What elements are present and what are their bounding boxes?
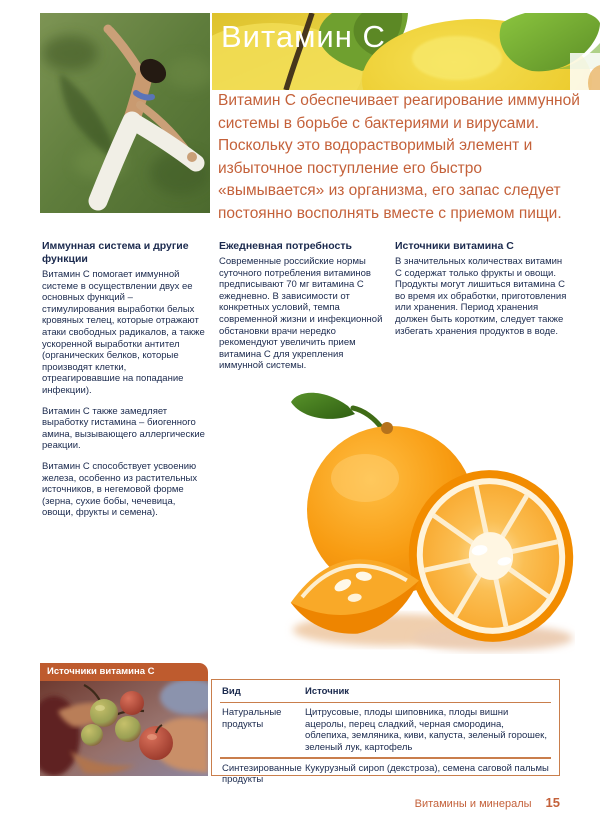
sources-table-col-source: Источник bbox=[305, 686, 350, 697]
column-daily bbox=[219, 240, 383, 381]
column-immune-paragraph: Витамин С способствует усвоению железа, особенно из растительных источников, в негемовой форме (зерна, сухие бобы, чечевица, овощи, фрукты и семена). bbox=[42, 460, 198, 519]
column-immune-paragraph: Витамин С помогает иммунной системе в осуществлении двух ее основных функций – стимулирования выработки белых кровяных телец, которые отражают атаки свободных радикалов, а также ускоренной выработки антител (органических белков, которые производят клетки, отреагировавшие на попадание инфекции). bbox=[42, 269, 205, 396]
column-sources-heading: Источники витамина С bbox=[395, 240, 514, 252]
row-type: Натуральные продукты bbox=[222, 707, 282, 730]
sources-table-col-type: Вид bbox=[222, 686, 241, 697]
table-section-title: Источники витамина С bbox=[47, 666, 155, 677]
column-immune-paragraph: Витамин С также замедляет выработку гистамина – биогенного амина, вызывающего аллергические реакции. bbox=[42, 405, 205, 452]
column-daily-heading: Ежедневная потребность bbox=[219, 240, 352, 252]
table-section-header bbox=[40, 663, 208, 681]
page-number: 15 bbox=[545, 795, 560, 810]
sources-table bbox=[211, 679, 560, 785]
page-footer bbox=[0, 795, 560, 810]
row-source: Цитрусовые, плоды шиповника, плоды вишни ацеролы, перец сладкий, черная смородина, облепиха, земляника, киви, капуста, зеленый горошек, зеленый лук, картофель bbox=[305, 707, 547, 753]
hero-banner bbox=[212, 13, 600, 90]
table-row bbox=[222, 703, 549, 757]
row-type: Синтезированные продукты bbox=[222, 762, 302, 785]
hands-with-fruit-photo bbox=[40, 681, 208, 776]
footer-section-title: Витамины и минералы bbox=[414, 798, 532, 810]
column-daily-paragraph: Современные российские нормы суточного потребления витаминов предписывают 70 мг витамина С ежедневно. В зависимости от конкретных условий, темпа современной жизни и инфекционной обстановки врачи нередко рекомендуют увеличить прием витамина С для укрепления иммунной системы. bbox=[219, 256, 383, 372]
column-immune-heading: Иммунная система и другие функции bbox=[42, 240, 189, 265]
column-sources bbox=[395, 240, 571, 346]
column-sources-paragraph: В значительных количествах витамин С содержат только фрукты и овощи. Продукты могут лишиться витамина С во время их обработки, приготовления или хранения. Период хранения должен быть коротким, следует также избегать хранения продуктов в воде. bbox=[395, 256, 567, 337]
table-row bbox=[222, 759, 549, 790]
page-title: Витамин С bbox=[221, 19, 386, 54]
woman-stretching-photo bbox=[40, 13, 210, 213]
sources-table-header-row bbox=[222, 686, 549, 702]
intro-paragraph: Витамин С обеспечивает реагирование иммунной системы в борьбе с бактериями и вирусами. Поскольку это водорастворимый элемент и избыточное поступление его быстро «вымывается» из организма, его запас следует постоянно восполнять вместе с приемом пищи. bbox=[218, 92, 580, 222]
column-immune bbox=[42, 240, 205, 528]
row-source: Кукурузный сироп (декстроза), семена саговой пальмы bbox=[305, 762, 549, 774]
oranges-photo bbox=[283, 378, 575, 656]
